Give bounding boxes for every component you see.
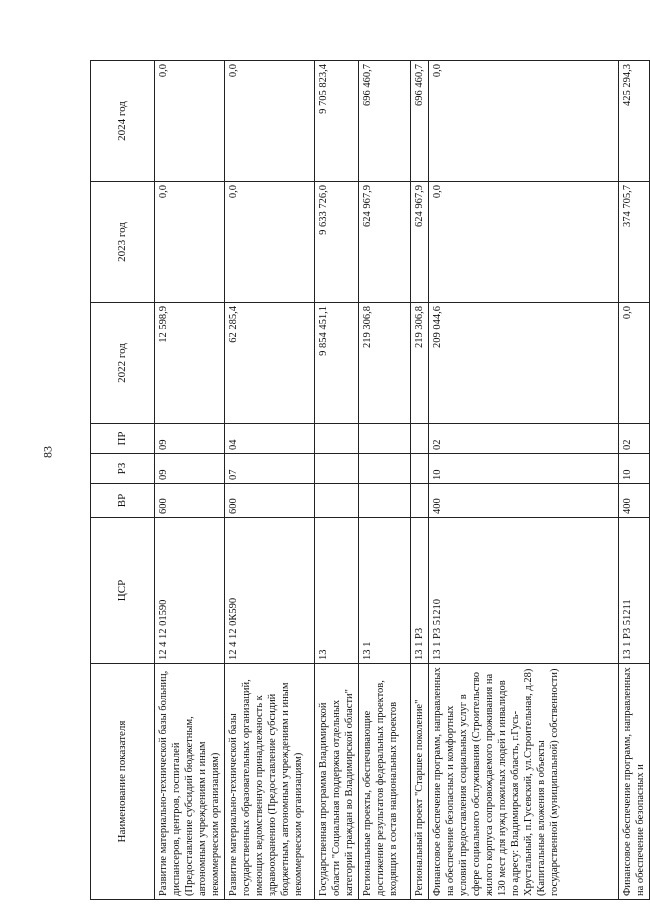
row-pr: [411, 424, 429, 454]
row-2022: 0,0: [619, 303, 650, 424]
row-2023: 0,0: [225, 182, 315, 303]
row-vr: 400: [429, 484, 619, 518]
row-pr: 09: [155, 424, 225, 454]
row-rz: [359, 454, 411, 484]
row-2022: 219 306,8: [359, 303, 411, 424]
row-2022: 209 044,6: [429, 303, 619, 424]
row-vr: [411, 484, 429, 518]
row-2024: 0,0: [155, 61, 225, 182]
row-rz: 07: [225, 454, 315, 484]
row-vr: 600: [225, 484, 315, 518]
row-pr: 02: [429, 424, 619, 454]
table-row: [155, 61, 225, 900]
row-2023: 0,0: [155, 182, 225, 303]
row-2022: 9 854 451,1: [315, 303, 359, 424]
row-2023: 624 967,9: [411, 182, 429, 303]
row-name: Региональные проекты, обеспечивающие достижение результатов федеральных проектов, входящих в состав национальных проектов: [359, 664, 411, 900]
row-name: Развитие материально-технической базы государственных образовательных организаций, имеющих ведомственную принадлежность к здравоохранению (Предоставление субсидий бюджетным, автономным учреждениям и иным некоммерческим организациям): [225, 664, 315, 900]
column-header-pr: ПР: [91, 424, 155, 454]
row-vr: 400: [619, 484, 650, 518]
row-2024: 9 705 823,4: [315, 61, 359, 182]
row-2023: 624 967,9: [359, 182, 411, 303]
row-2024: 696 460,7: [359, 61, 411, 182]
row-2024: 0,0: [429, 61, 619, 182]
row-rz: 09: [155, 454, 225, 484]
row-csr: 13 1: [359, 518, 411, 664]
row-name: Финансовое обеспечение программ, направленных на обеспечение безопасных и комфортных условий предоставления социальных услуг в сфере социального обслуживания (Строительство жилого корпуса сопровождаемого проживания на 130 мест для нужд пожилых людей и инвалидов по адресу: Владимирская область, г.Гусь-Хрустальный, п.Гусевский, ул.Строительная, д.28) (Капитальные вложения в объекты государственной (муниципальной) собственности): [429, 664, 619, 900]
row-2024: 425 294,3: [619, 61, 650, 182]
row-csr: 12 4 12 0К590: [225, 518, 315, 664]
row-vr: 600: [155, 484, 225, 518]
budget-table: [90, 60, 650, 900]
table-row: [429, 61, 619, 900]
row-2023: 374 705,7: [619, 182, 650, 303]
row-2022: 12 598,9: [155, 303, 225, 424]
row-csr: 12 4 12 01590: [155, 518, 225, 664]
row-csr: 13 1 P3: [411, 518, 429, 664]
row-csr: 13 1 P3 51210: [429, 518, 619, 664]
row-2023: 9 633 726,0: [315, 182, 359, 303]
row-vr: [315, 484, 359, 518]
row-2024: 0,0: [225, 61, 315, 182]
row-rz: [411, 454, 429, 484]
row-csr: 13 1 P3 51211: [619, 518, 650, 664]
column-header-vr: ВР: [91, 484, 155, 518]
row-2022: 62 285,4: [225, 303, 315, 424]
row-rz: 10: [619, 454, 650, 484]
table-row: [411, 61, 429, 900]
row-pr: 04: [225, 424, 315, 454]
table-row: [359, 61, 411, 900]
column-header-2024: 2024 год: [91, 61, 155, 182]
page-number: 83: [40, 446, 55, 458]
row-csr: 13: [315, 518, 359, 664]
table-row: [619, 61, 650, 900]
column-header-2023: 2023 год: [91, 182, 155, 303]
row-rz: [315, 454, 359, 484]
column-header-rz: РЗ: [91, 454, 155, 484]
rotated-page: [90, 60, 646, 900]
column-header-2022: 2022 год: [91, 303, 155, 424]
row-pr: 02: [619, 424, 650, 454]
row-vr: [359, 484, 411, 518]
row-pr: [359, 424, 411, 454]
table-row: [315, 61, 359, 900]
row-name: Региональный проект "Старшее поколение": [411, 664, 429, 900]
row-2024: 696 460,7: [411, 61, 429, 182]
row-2022: 219 306,8: [411, 303, 429, 424]
header-row: [91, 61, 155, 900]
row-name: Государственная программа Владимирской области "Социальная поддержка отдельных категорий граждан во Владимирской области": [315, 664, 359, 900]
row-name: Развитие материально-технической базы больниц, диспансеров, центров, госпиталей (Предоставление субсидий бюджетным, автономным учреждениям и иным некоммерческим организациям): [155, 664, 225, 900]
row-pr: [315, 424, 359, 454]
row-2023: 0,0: [429, 182, 619, 303]
column-header-name: Наименование показателя: [91, 664, 155, 900]
column-header-csr: ЦСР: [91, 518, 155, 664]
row-name: Финансовое обеспечение программ, направленных на обеспечение безопасных и: [619, 664, 650, 900]
row-rz: 10: [429, 454, 619, 484]
table-row: [225, 61, 315, 900]
